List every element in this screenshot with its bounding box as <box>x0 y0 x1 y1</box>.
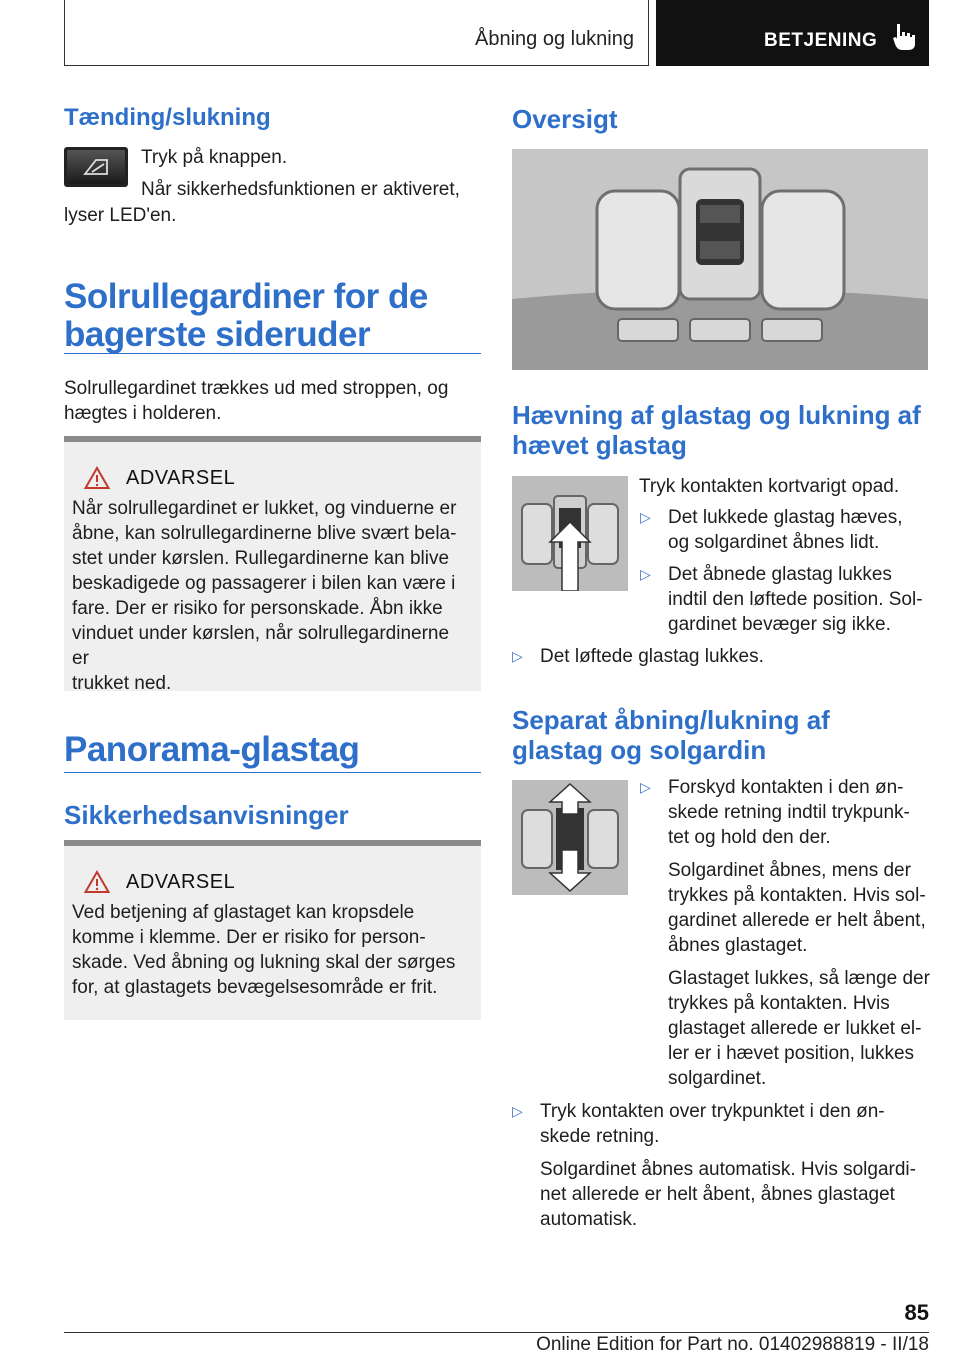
panorama-heading: Panorama-glastag <box>64 731 481 773</box>
bullet-triangle-icon: ▷ <box>640 566 651 582</box>
overview-heading: Oversigt <box>512 104 618 134</box>
chapter-tab <box>656 0 929 66</box>
bullet-triangle-icon: ▷ <box>640 509 651 525</box>
section-tab <box>64 0 649 66</box>
footer-divider <box>64 1332 929 1333</box>
window-lock-icon <box>82 156 110 178</box>
overhead-console-image <box>512 149 928 370</box>
warning-text: Ved betjening af glastaget kan kropsdele komme i klemme. Der er risiko for person- skade. Ved åbning og lukning skal der sørges for, at glastagets bevægelsesområde er frit. <box>72 902 456 998</box>
bullet-triangle-icon: ▷ <box>640 779 651 795</box>
page-number: 85 <box>904 1300 929 1325</box>
warning-triangle-icon <box>84 466 110 490</box>
page-header <box>64 0 929 66</box>
on-off-button-image <box>64 147 128 187</box>
separate-bullet-1: ▷ Forskyd kontakten i den øn- skede retning indtil trykpunk- tet og hold den der. Solgardinet åbnes, mens der trykkes på kontakten. Hvis sol- gardinet allerede er helt åbent, åbnes glastaget. Glastaget lukkes, så længe der trykkes på kontakten. Hvis glastaget allerede er lukket el- ler er i hævet position, lukkes solgardinet. <box>640 777 930 1089</box>
warning-triangle-icon <box>84 870 110 894</box>
raise-bullet-1: ▷ Det lukkede glastag hæves, og solgardinet åbnes lidt. <box>640 507 903 553</box>
section-title: Åbning og lukning <box>474 28 634 50</box>
chapter-title: BETJENING <box>764 30 878 51</box>
switch-up-image <box>512 476 628 591</box>
pointing-hand-icon <box>891 22 917 52</box>
warning-box-glass-roof <box>64 840 481 1020</box>
warning-box-blinds <box>64 436 481 694</box>
raise-bullet-3: ▷ Det løftede glastag lukkes. <box>512 646 764 667</box>
switch-slide-image <box>512 780 628 895</box>
overhead-console-illustration <box>512 149 928 370</box>
on-off-line1: Tryk på knappen. <box>141 147 288 168</box>
raise-bullet-2: ▷ Det åbnede glastag lukkes indtil den løftede position. Sol- gardinet bevæger sig ikke. <box>640 564 923 635</box>
raise-heading: Hævning af glastag og lukning af hævet glastag <box>512 400 921 460</box>
separate-bullet-2: ▷ Tryk kontakten over trykpunktet i den øn- skede retning. Solgardinet åbnes automatisk. Hvis solgardi- net allerede er helt åbent, åbnes glastaget automatisk. <box>512 1101 916 1230</box>
switch-slide-illustration <box>512 780 628 895</box>
raise-intro: Tryk kontakten kortvarigt opad. <box>639 476 900 497</box>
bullet-triangle-icon: ▷ <box>512 1103 523 1119</box>
bullet-triangle-icon: ▷ <box>512 648 523 664</box>
warning-title: ADVARSEL <box>126 466 236 489</box>
safety-heading: Sikkerhedsanvisninger <box>64 800 349 830</box>
switch-up-illustration <box>512 476 628 591</box>
on-off-heading: Tænding/slukning <box>64 104 271 131</box>
on-off-line2: Når sikkerhedsfunktionen er aktiveret, <box>141 179 460 200</box>
on-off-line3: lyser LED'en. <box>64 205 177 226</box>
blinds-text: Solrullegardinet trækkes ud med stroppen, og hægtes i holderen. <box>64 378 449 424</box>
blinds-heading: Solrullegardiner for de bagerste sideruder <box>64 278 481 354</box>
warning-text: Når solrullegardinet er lukket, og vinduerne er åbne, kan solrullegardinerne blive svært bela- stet under kørslen. Rullegardinerne kan blive beskadigede og passagerer i bilen kan være i fare. Der er risiko for personskade. Åbn ikke vinduet under kørslen, når solrullegardinerne er trukket ned. <box>72 498 457 694</box>
footer-edition: Online Edition for Part no. 01402988819 - II/18 <box>536 1334 929 1355</box>
separate-heading: Separat åbning/lukning af glastag og solgardin <box>512 705 830 765</box>
warning-title: ADVARSEL <box>126 870 236 893</box>
